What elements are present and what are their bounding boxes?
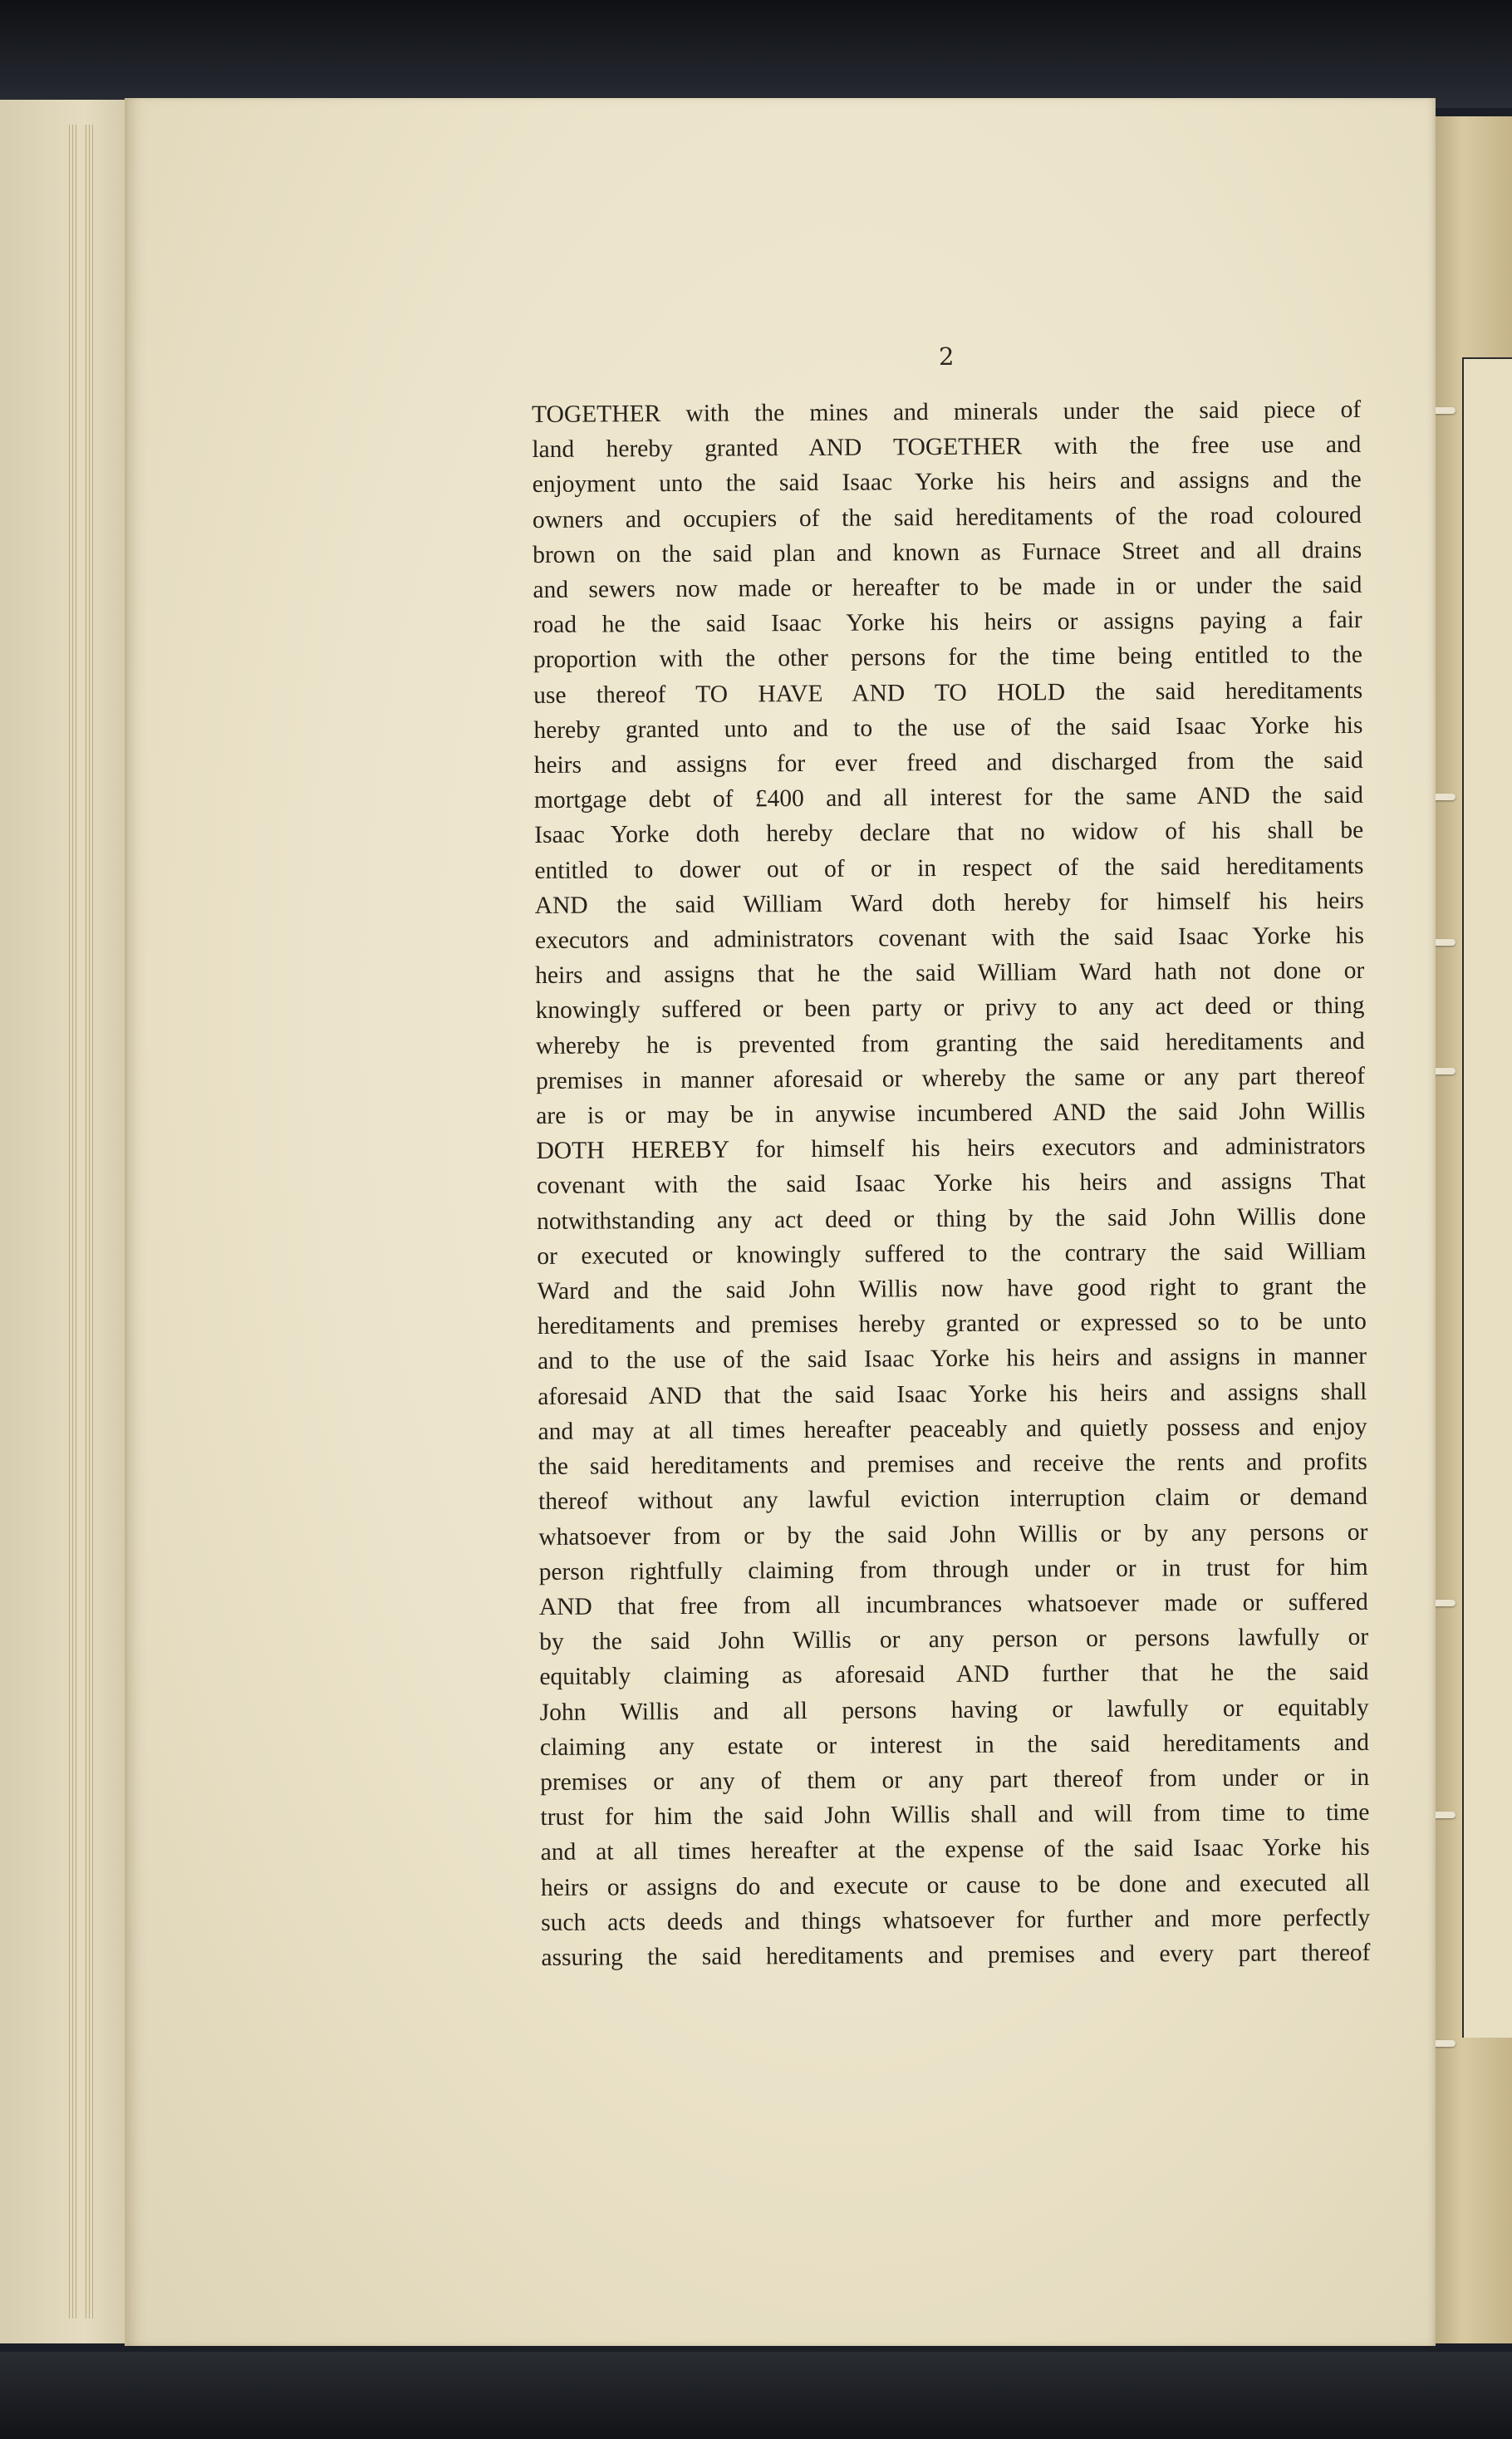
text-line: premises or any of them or any part thereof from under or in — [540, 1763, 1370, 1796]
text-line: mortgage debt of £400 and all interest for the same AND the said — [533, 782, 1364, 814]
text-line: person rightfully claiming from through under or in trust for him — [538, 1553, 1368, 1586]
text-line: use thereof TO HAVE AND TO HOLD the said hereditaments — [533, 676, 1363, 709]
text-line: premises in manner aforesaid or whereby the same or any part thereof — [535, 1062, 1366, 1094]
text-line: such acts deeds and things whatsoever for further and more perfectly — [541, 1904, 1371, 1936]
text-line: hereditaments and premises hereby granted or expressed so to be unto — [537, 1308, 1367, 1340]
text-line: enjoyment unto the said Isaac Yorke his heirs and assigns and the — [532, 466, 1362, 499]
text-line: proportion with the other persons for the time being entitled to the — [533, 642, 1363, 674]
text-line: heirs and assigns that he the said William Ward hath not done or — [535, 957, 1365, 990]
text-line: TOGETHER with the mines and minerals under the said piece of — [532, 396, 1362, 428]
text-line: hereby granted unto and to the use of the said Isaac Yorke his — [533, 711, 1363, 744]
text-line: and sewers now made or hereafter to be made in or under the said — [533, 571, 1362, 604]
text-line: trust for him the said John Willis shall and will from time to time — [540, 1798, 1370, 1832]
text-line: entitled to dower out of or in respect of the said hereditaments — [534, 852, 1364, 884]
text-line: AND the said William Ward doth hereby for himself his heirs — [534, 887, 1364, 919]
next-leaf-edge — [1429, 116, 1512, 2343]
text-line: and to the use of the said Isaac Yorke his heirs and assigns in manner — [537, 1343, 1367, 1375]
text-line: heirs and assigns for ever freed and discharged from the said — [533, 746, 1363, 779]
text-line: the said hereditaments and premises and receive the rents and profits — [538, 1448, 1367, 1481]
text-line: notwithstanding any act deed or thing by the said John Willis done — [536, 1202, 1367, 1235]
page-stack-edge — [66, 125, 78, 2319]
text-line: or executed or knowingly suffered to the contrary the said William — [537, 1237, 1367, 1270]
binding-background-top — [0, 0, 1512, 108]
text-line: assuring the said hereditaments and premises and every part thereof — [541, 1939, 1371, 1971]
text-line: Ward and the said John Willis now have good right to grant the — [537, 1272, 1367, 1306]
text-line: claiming any estate or interest in the said hereditaments and — [539, 1728, 1370, 1761]
text-line: whereby he is prevented from granting the said hereditaments and — [535, 1027, 1365, 1060]
text-line: Isaac Yorke doth hereby declare that no widow of his shall be — [534, 817, 1364, 849]
text-line: thereof without any lawful eviction interruption claim or demand — [538, 1483, 1368, 1516]
text-line: owners and occupiers of the said hereditaments of the road coloured — [532, 501, 1362, 534]
deed-text-body — [532, 392, 1371, 1975]
text-line: are is or may be in anywise incumbered AND the said John Willis — [536, 1097, 1366, 1130]
text-line: aforesaid AND that the said Isaac Yorke his heirs and assigns shall — [538, 1378, 1367, 1410]
text-line: AND that free from all incumbrances whatsoever made or suffered — [538, 1588, 1368, 1620]
text-line: and may at all times hereafter peaceably and quietly possess and enjoy — [538, 1413, 1367, 1445]
text-line: land hereby granted AND TOGETHER with the free use and — [532, 431, 1362, 464]
text-line: and at all times hereafter at the expense of the said Isaac Yorke his — [540, 1834, 1370, 1866]
text-line: brown on the said plan and known as Furnace Street and all drains — [533, 536, 1362, 568]
text-line: whatsoever from or by the said John Willis or by any persons or — [538, 1518, 1368, 1551]
text-line: road he the said Isaac Yorke his heirs or assigns paying a fair — [533, 607, 1362, 639]
page-stack-edge — [83, 125, 95, 2319]
text-line: DOTH HEREBY for himself his heirs executors and administrators — [536, 1133, 1366, 1165]
page-number: 2 — [939, 342, 955, 371]
next-leaf-border — [1462, 357, 1512, 2038]
text-line: John Willis and all persons having or lawfully or equitably — [539, 1694, 1369, 1726]
text-line: equitably claiming as aforesaid AND further that he the said — [539, 1659, 1369, 1691]
text-line: executors and administrators covenant with the said Isaac Yorke his — [534, 922, 1365, 955]
text-line: by the said John Willis or any person or persons lawfully or — [539, 1623, 1369, 1656]
text-line: covenant with the said Isaac Yorke his heirs and assigns That — [536, 1168, 1366, 1200]
text-line: knowingly suffered or been party or privy to any act deed or thing — [535, 992, 1365, 1025]
binding-background-bottom — [0, 2352, 1512, 2439]
text-line: heirs or assigns do and execute or cause to be done and executed all — [540, 1869, 1371, 1901]
